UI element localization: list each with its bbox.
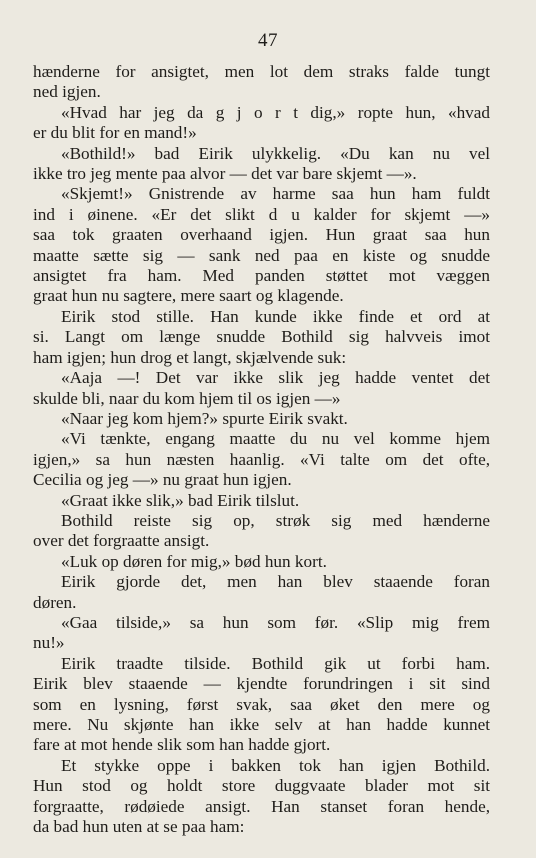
text-line: maatte sætte sig — sank ned paa en kiste og snudde bbox=[33, 245, 490, 265]
text-line: «Skjemt!» Gnistrende av harme saa hun ham fuldt bbox=[61, 184, 490, 204]
text-line: da bad hun uten at se paa ham: bbox=[33, 817, 245, 837]
text-line: graat hun nu sagtere, mere saart og klagende. bbox=[33, 286, 344, 306]
text-line: nu!» bbox=[33, 633, 65, 653]
text-line: fare at mot hende slik som han hadde gjort. bbox=[33, 735, 331, 755]
text-line: som en lysning, først svak, saa øket den mere og bbox=[33, 694, 490, 714]
text-line: over det forgraatte ansigt. bbox=[33, 531, 210, 551]
text-line: Eirik traadte tilside. Bothild gik ut forbi ham. bbox=[61, 653, 490, 673]
text-line: Cecilia og jeg —» nu graat hun igjen. bbox=[33, 470, 292, 490]
text-line: mere. Nu skjønte han ikke selv at han hadde kunnet bbox=[33, 715, 490, 734]
text-line: døren. bbox=[33, 592, 77, 612]
text-line: Eirik stod stille. Han kunde ikke finde et ord at bbox=[61, 306, 490, 326]
text-line: Bothild reiste sig op, strøk sig med hænderne bbox=[61, 510, 490, 530]
text-line: skulde bli, naar du kom hjem til os igjen —» bbox=[33, 388, 341, 408]
text-line: Hun stod og holdt store duggvaate blader mot sit bbox=[33, 776, 490, 796]
text-line: «Bothild!» bad Eirik ulykkelig. «Du kan nu vel bbox=[61, 143, 490, 163]
page-number: 47 bbox=[258, 30, 278, 51]
text-line: «Vi tænkte, engang maatte du nu vel komme hjem bbox=[61, 429, 490, 449]
text-line: hænderne for ansigtet, men lot dem straks falde tungt bbox=[33, 62, 490, 81]
text-line: Eirik blev staaende — kjendte forundringen i sit sind bbox=[33, 674, 490, 694]
text-line: «Gaa tilside,» sa hun som før. «Slip mig frem bbox=[61, 612, 490, 632]
text-line: Eirik gjorde det, men han blev staaende foran bbox=[61, 572, 490, 592]
text-line: Et stykke oppe i bakken tok han igjen Bothild. bbox=[61, 755, 490, 775]
text-line: si. Langt om længe snudde Bothild sig halvveis imot bbox=[33, 327, 490, 347]
text-line: «Graat ikke slik,» bad Eirik tilslut. bbox=[61, 490, 300, 510]
text-line: igjen,» sa hun næsten haanlig. «Vi talte om det ofte, bbox=[33, 449, 490, 469]
text-line: ned igjen. bbox=[33, 82, 101, 102]
text-line: ikke tro jeg mente paa alvor — det var bare skjemt —». bbox=[33, 164, 417, 184]
text-line: saa tok graaten overhaand igjen. Hun graat saa hun bbox=[33, 225, 490, 245]
text-line: er du blit for en mand!» bbox=[33, 123, 197, 143]
text-line: ind i øinene. «Er det slikt d u kalder for skjemt —» bbox=[33, 204, 490, 224]
text-line: «Aaja —! Det var ikke slik jeg hadde ventet det bbox=[61, 368, 490, 388]
text-line: «Naar jeg kom hjem?» spurte Eirik svakt. bbox=[61, 408, 348, 428]
body-text bbox=[33, 62, 490, 837]
text-line: «Luk op døren for mig,» bød hun kort. bbox=[61, 551, 327, 571]
text-line: «Hvad har jeg da g j o r t dig,» ropte hun, «hvad bbox=[61, 102, 490, 122]
text-line: ham igjen; hun drog et langt, skjælvende suk: bbox=[33, 347, 347, 367]
text-line: forgraatte, rødøiede ansigt. Han stanset foran hende, bbox=[33, 796, 490, 816]
text-line: ansigtet fra ham. Med panden støttet mot væggen bbox=[33, 266, 490, 286]
